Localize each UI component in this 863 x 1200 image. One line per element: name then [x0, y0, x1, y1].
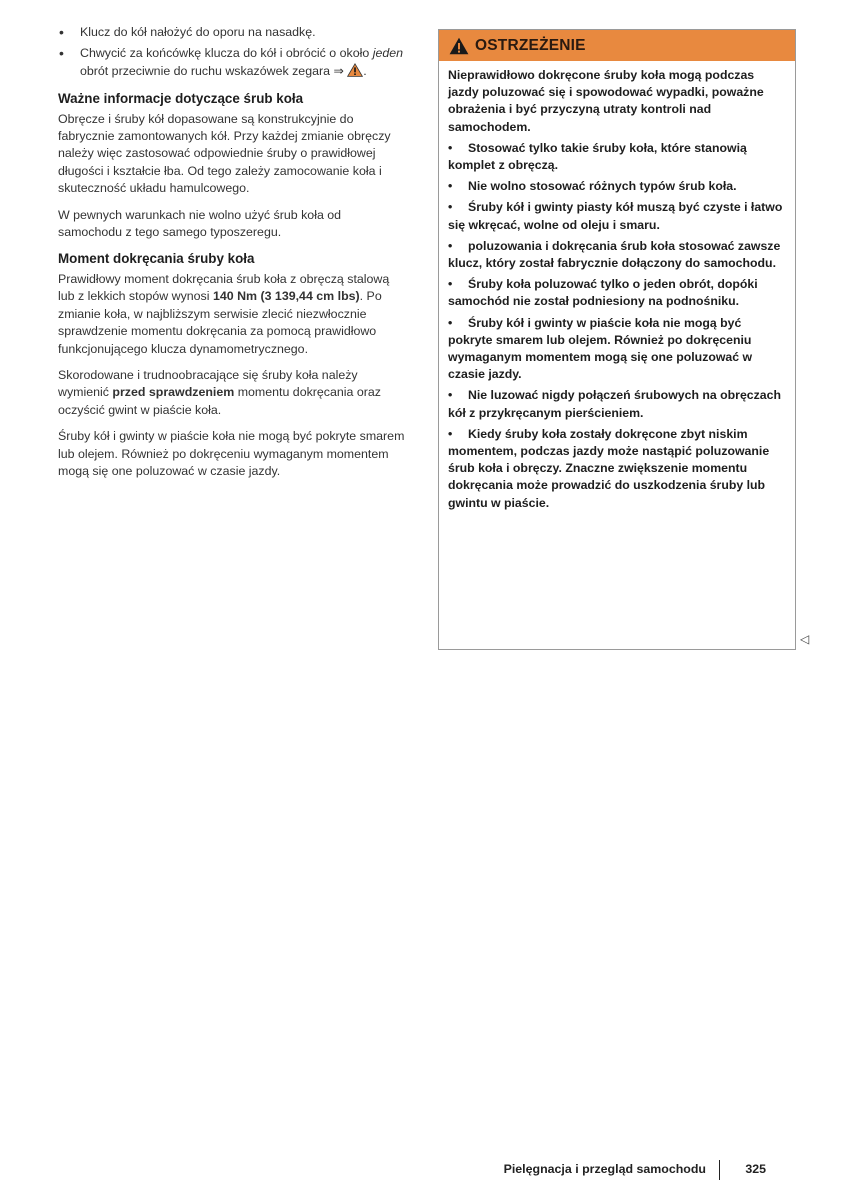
emphasis: przed sprawdzeniem	[112, 385, 235, 400]
warning-header	[439, 30, 795, 61]
warning-triangle-icon	[449, 37, 469, 55]
warning-title: OSTRZEŻENIE	[475, 36, 586, 54]
paragraph: Obręcze i śruby kół dopasowane są konstrukcyjnie do fabrycznie zamontowanych kół. Przy każdej zmianie obręczy należy więc zastosować odpowiednie śruby o prawidłowej długości i kształcie łba. Od tego zależy zamocowanie koła i skuteczność układu hamulcowego.	[58, 111, 391, 196]
warning-item: • Nie wolno stosować różnych typów śrub koła.	[448, 179, 737, 194]
section-heading: Ważne informacje dotyczące śrub koła	[58, 91, 304, 107]
warning-triangle-icon	[347, 63, 363, 77]
bullet-text-2-pre: Chwycić za końcówkę klucza do kół i obrócić o około	[80, 46, 373, 61]
section-end-marker: ◁	[800, 632, 810, 646]
warning-item-text: poluzowania i dokręcania śrub koła stosować zawsze klucz, który został fabrycznie dołączony do samochodu.	[448, 238, 781, 271]
footer-section-title: Pielęgnacja i przegląd samochodu	[503, 1162, 706, 1176]
paragraph	[58, 367, 408, 419]
list-item	[58, 24, 408, 41]
warning-box	[438, 29, 796, 650]
warning-item-text: Śruby kół i gwinty w piaście koła nie mogą być pokryte smarem lub olejem. Również po dokręceniu wymaganym momentem mogą się one poluzować w czasie jazdy.	[448, 315, 753, 382]
warning-item: • Śruby koła poluzować tylko o jeden obrót, dopóki samochód nie został podniesiony na podnośniku.	[448, 277, 758, 309]
bullet-text-1: Klucz do kół nałożyć do oporu na nasadkę.	[80, 25, 316, 39]
warning-item: • Stosować tylko takie śruby koła, które stanowią komplet z obręczą.	[448, 140, 747, 173]
footer-divider	[719, 1160, 721, 1180]
warning-item-text: Nie wolno stosować różnych typów śrub koła.	[468, 179, 737, 194]
paragraph	[58, 271, 408, 358]
warning-intro: Nieprawidłowo dokręcone śruby koła mogą podczas jazdy poluzować się i spowodować wypadki, poważne obrażenia i być przyczyną utraty kontroli nad samochodem.	[448, 68, 764, 134]
warning-item-text: Stosować tylko takie śruby koła, które stanowią komplet z obręczą.	[448, 140, 747, 173]
text: momentu dokręcania oraz oczyścić gwint w piaście koła.	[58, 385, 381, 417]
warning-body	[439, 61, 795, 512]
bullet-text-2-post: obrót przeciwnie do ruchu wskazówek zegara ⇒	[80, 63, 344, 78]
warning-item-text: Śruby koła poluzować tylko o jeden obrót, dopóki samochód nie został podniesiony na podnośniku.	[448, 277, 758, 309]
section-heading: Moment dokręcania śruby koła	[58, 251, 255, 267]
left-column	[58, 24, 408, 489]
paragraph: W pewnych warunkach nie wolno użyć śrub koła od samochodu z tego samego typoszeregu.	[58, 207, 342, 240]
page-number: 325	[745, 1162, 766, 1176]
bullet-text-2-em: jeden	[372, 46, 404, 61]
paragraph: Śruby kół i gwinty w piaście koła nie mogą być pokryte smarem lub olejem. Również po dokręceniu wymaganym momentem mogą się one poluzować w czasie jazdy.	[58, 429, 405, 478]
text: Prawidłowy moment dokręcania śrub koła z obręczą stalową lub z lekkich stopów wynosi	[58, 271, 390, 304]
warning-item-text: Nie luzować nigdy połączeń śrubowych na obręczach kół z przykręcanym pierścieniem.	[448, 388, 781, 420]
warning-item-text: Kiedy śruby koła zostały dokręcone zbyt niskim momentem, podczas jazdy może nastąpić poluzowanie śrub koła i obręczy. Znaczne zwiększenie momentu dokręcania może prowadzić do uszkodzenia śruby lub gwintu w piaście.	[448, 426, 770, 510]
warning-item: • Śruby kół i gwinty w piaście koła nie mogą być pokryte smarem lub olejem. Również po dokręceniu wymaganym momentem mogą się one poluzować w czasie jazdy.	[448, 315, 753, 382]
list-item: • Chwycić za końcówkę klucza do kół i obrócić o około jeden obrót przeciwnie do ruchu wskazówek zegara ⇒ .	[58, 45, 408, 80]
page-footer	[440, 1160, 800, 1182]
warning-item: • Śruby kół i gwinty piasty kół muszą być czyste i łatwo się wkręcać, wolne od oleju i smaru.	[448, 200, 783, 232]
warning-item: • Nie luzować nigdy połączeń śrubowych na obręczach kół z przykręcanym pierścieniem.	[448, 388, 781, 420]
text: . Po zmianie koła, w najbliższym serwisie zlecić niezwłocznie sprawdzenie momentu dokręcania za pomocą prawidłowo funkcjonującego klucza dynamometrycznego.	[58, 289, 382, 356]
warning-item: • poluzowania i dokręcania śrub koła stosować zawsze klucz, który został fabrycznie dołączony do samochodu.	[448, 238, 781, 271]
warning-item-text: Śruby kół i gwinty piasty kół muszą być czyste i łatwo się wkręcać, wolne od oleju i smaru.	[448, 200, 783, 232]
warning-item: • Kiedy śruby koła zostały dokręcone zbyt niskim momentem, podczas jazdy może nastąpić poluzowanie śrub koła i obręczy. Znaczne zwiększenie momentu dokręcania może prowadzić do uszkodzenia śruby lub gwintu w piaście.	[448, 426, 770, 510]
torque-value: 140 Nm (3 139,44 cm lbs)	[212, 289, 360, 304]
text: Skorodowane i trudnoobracające się śruby koła należy wymienić	[58, 367, 358, 400]
